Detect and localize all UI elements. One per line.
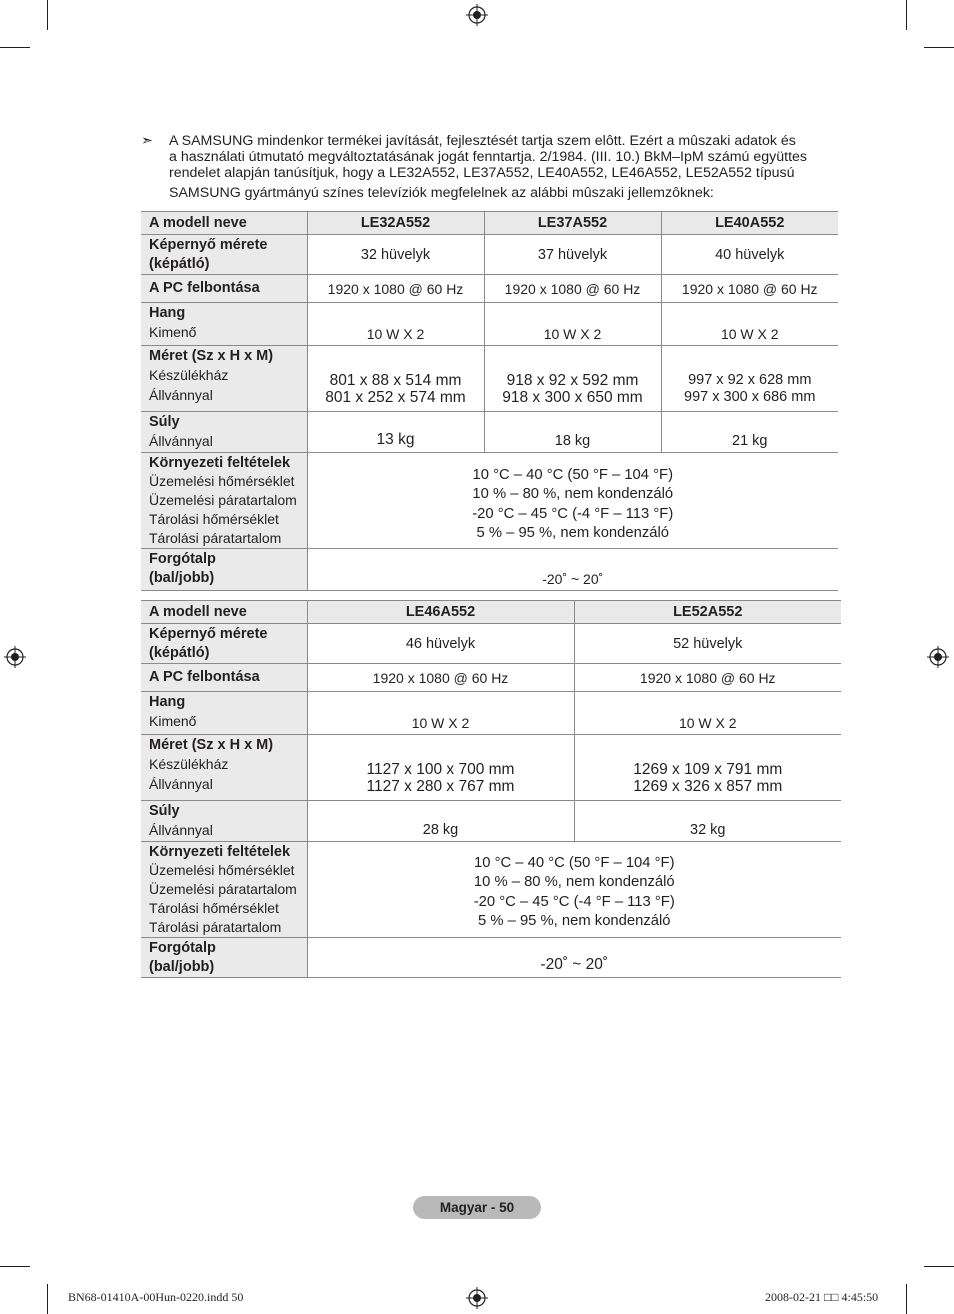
model-name: LE46A552	[307, 601, 574, 624]
table-row: Súly Állvánnyal 13 kg 18 kg 21 kg	[141, 412, 838, 453]
cell-size: 1127 x 100 x 700 mm 1127 x 280 x 767 mm	[307, 735, 574, 801]
cell-size: 997 x 92 x 628 mm 997 x 300 x 686 mm	[661, 346, 838, 412]
cell-screen: 37 hüvelyk	[484, 235, 661, 275]
crop-mark	[0, 47, 30, 48]
page-number-badge: Magyar - 50	[413, 1196, 541, 1219]
table-row: Környezeti feltételek Üzemelési hőmérséklet Üzemelési páratartalom Tárolási hőmérséklet Tárolási páratartalom 10 °C – 40 °C (50 °F – 104 °F) 10 % – 80 %, nem kondenzáló -20 °C – 45 °C (-4 °F – 113 °F) 5 % – 95 %, nem kondenzáló	[141, 842, 841, 938]
registration-mark-icon	[466, 1287, 488, 1309]
cell-screen: 40 hüvelyk	[661, 235, 838, 275]
label-weight: Súly	[149, 414, 180, 430]
crop-mark	[924, 1266, 954, 1267]
cell-screen: 52 hüvelyk	[574, 624, 841, 664]
label-screen: Képernyő mérete	[149, 626, 268, 642]
label-env: Környezeti feltételek	[149, 844, 291, 860]
crop-mark	[906, 1284, 907, 1314]
cell-swivel: -20˚ ~ 20˚	[307, 549, 838, 591]
cell-pc: 1920 x 1080 @ 60 Hz	[484, 275, 661, 303]
cell-swivel: -20˚ ~ 20˚	[307, 938, 841, 978]
registration-mark-icon	[927, 646, 949, 668]
cell-weight: 32 kg	[574, 801, 841, 842]
crop-mark	[0, 1266, 30, 1267]
label-model: A modell neve	[149, 603, 247, 620]
cell-sound: 10 W X 2	[307, 303, 484, 346]
date-slug: 2008-02-21 □□ 4:45:50	[765, 1290, 879, 1304]
registration-mark-icon	[466, 4, 488, 26]
cell-weight: 13 kg	[307, 412, 484, 453]
table-row: Forgótalp (bal/jobb) -20˚ ~ 20˚	[141, 549, 838, 591]
cell-pc: 1920 x 1080 @ 60 Hz	[307, 275, 484, 303]
label-size: Méret (Sz x H x M)	[149, 737, 274, 753]
label-size: Méret (Sz x H x M)	[149, 348, 274, 364]
spec-table-1	[141, 211, 838, 591]
model-name: LE37A552	[484, 212, 661, 235]
cell-weight: 28 kg	[307, 801, 574, 842]
label-env: Környezeti feltételek	[149, 455, 291, 471]
intro-line: SAMSUNG gyártmányú színes televíziók megfelelnek az alábbi mûszaki jellemzôknek:	[169, 185, 714, 201]
registration-mark-icon	[4, 646, 26, 668]
intro-line: A SAMSUNG mindenkor termékei javítását, fejlesztését tartja szem elôtt. Ezért a mûszaki adatok és	[169, 133, 796, 149]
cell-sound: 10 W X 2	[661, 303, 838, 346]
crop-mark	[924, 47, 954, 48]
model-name: LE52A552	[574, 601, 841, 624]
cell-sound: 10 W X 2	[484, 303, 661, 346]
cell-pc: 1920 x 1080 @ 60 Hz	[661, 275, 838, 303]
model-name: LE40A552	[661, 212, 838, 235]
table-row: Képernyő mérete (képátló) 46 hüvelyk 52 hüvelyk	[141, 624, 841, 664]
cell-screen: 32 hüvelyk	[307, 235, 484, 275]
file-slug: BN68-01410A-00Hun-0220.indd 50	[68, 1290, 244, 1304]
intro-line: a használati útmutató megváltoztatásának jogát fenntartja. 2/1984. (III. 10.) BkM–IpM számú együttes	[169, 149, 807, 165]
label-sound: Hang	[149, 694, 186, 710]
table-row: Képernyő mérete (képátló) 32 hüvelyk 37 hüvelyk 40 hüvelyk	[141, 235, 838, 275]
cell-sound: 10 W X 2	[307, 692, 574, 735]
label-swivel: Forgótalp	[149, 551, 216, 567]
crop-mark	[47, 1284, 48, 1314]
cell-pc: 1920 x 1080 @ 60 Hz	[307, 664, 574, 692]
cell-pc: 1920 x 1080 @ 60 Hz	[574, 664, 841, 692]
table-row: Méret (Sz x H x M) Készülékház Állvánnyal 801 x 88 x 514 mm 801 x 252 x 574 mm 918 x 92 x 592 mm 918 x 300 x 650 mm 997 x 92 x 628 mm 997 x 300 x 686 mm	[141, 346, 838, 412]
label-sound: Hang	[149, 305, 186, 321]
table-row: Környezeti feltételek Üzemelési hőmérséklet Üzemelési páratartalom Tárolási hőmérséklet Tárolási páratartalom 10 °C – 40 °C (50 °F – 104 °F) 10 % – 80 %, nem kondenzáló -20 °C – 45 °C (-4 °F – 113 °F) 5 % – 95 %, nem kondenzáló	[141, 453, 838, 549]
spec-table-2	[141, 600, 841, 978]
crop-mark	[47, 0, 48, 30]
table-row	[141, 212, 838, 235]
table-row: Forgótalp (bal/jobb) -20˚ ~ 20˚	[141, 938, 841, 978]
cell-size: 918 x 92 x 592 mm 918 x 300 x 650 mm	[484, 346, 661, 412]
cell-weight: 18 kg	[484, 412, 661, 453]
cell-env: 10 °C – 40 °C (50 °F – 104 °F) 10 % – 80 %, nem kondenzáló -20 °C – 45 °C (-4 °F – 113 °F) 5 % – 95 %, nem kondenzáló	[307, 842, 841, 938]
cell-size: 801 x 88 x 514 mm 801 x 252 x 574 mm	[307, 346, 484, 412]
table-row	[141, 664, 841, 692]
table-row	[141, 601, 841, 624]
label-screen: Képernyő mérete	[149, 237, 268, 253]
table-row: Hang Kimenő 10 W X 2 10 W X 2	[141, 692, 841, 735]
label-model: A modell neve	[149, 214, 247, 231]
label-pc: A PC felbontása	[149, 280, 260, 296]
table-row: Hang Kimenő 10 W X 2 10 W X 2 10 W X 2	[141, 303, 838, 346]
table-row	[141, 275, 838, 303]
intro-note	[141, 133, 841, 201]
intro-line: rendelet alapján tanúsítjuk, hogy a LE32A552, LE37A552, LE40A552, LE46A552, LE52A552 típusú	[169, 165, 795, 181]
table-row: Súly Állvánnyal 28 kg 32 kg	[141, 801, 841, 842]
cell-env: 10 °C – 40 °C (50 °F – 104 °F) 10 % – 80 %, nem kondenzáló -20 °C – 45 °C (-4 °F – 113 °F) 5 % – 95 %, nem kondenzáló	[307, 453, 838, 549]
label-swivel: Forgótalp	[149, 940, 216, 956]
cell-weight: 21 kg	[661, 412, 838, 453]
note-arrow-icon: ➣	[141, 133, 153, 149]
cell-size: 1269 x 109 x 791 mm 1269 x 326 x 857 mm	[574, 735, 841, 801]
label-weight: Súly	[149, 803, 180, 819]
cell-sound: 10 W X 2	[574, 692, 841, 735]
label-pc: A PC felbontása	[149, 669, 260, 685]
cell-screen: 46 hüvelyk	[307, 624, 574, 664]
model-name: LE32A552	[307, 212, 484, 235]
table-row: Méret (Sz x H x M) Készülékház Állvánnyal 1127 x 100 x 700 mm 1127 x 280 x 767 mm 1269 x 109 x 791 mm 1269 x 326 x 857 mm	[141, 735, 841, 801]
crop-mark	[906, 0, 907, 30]
